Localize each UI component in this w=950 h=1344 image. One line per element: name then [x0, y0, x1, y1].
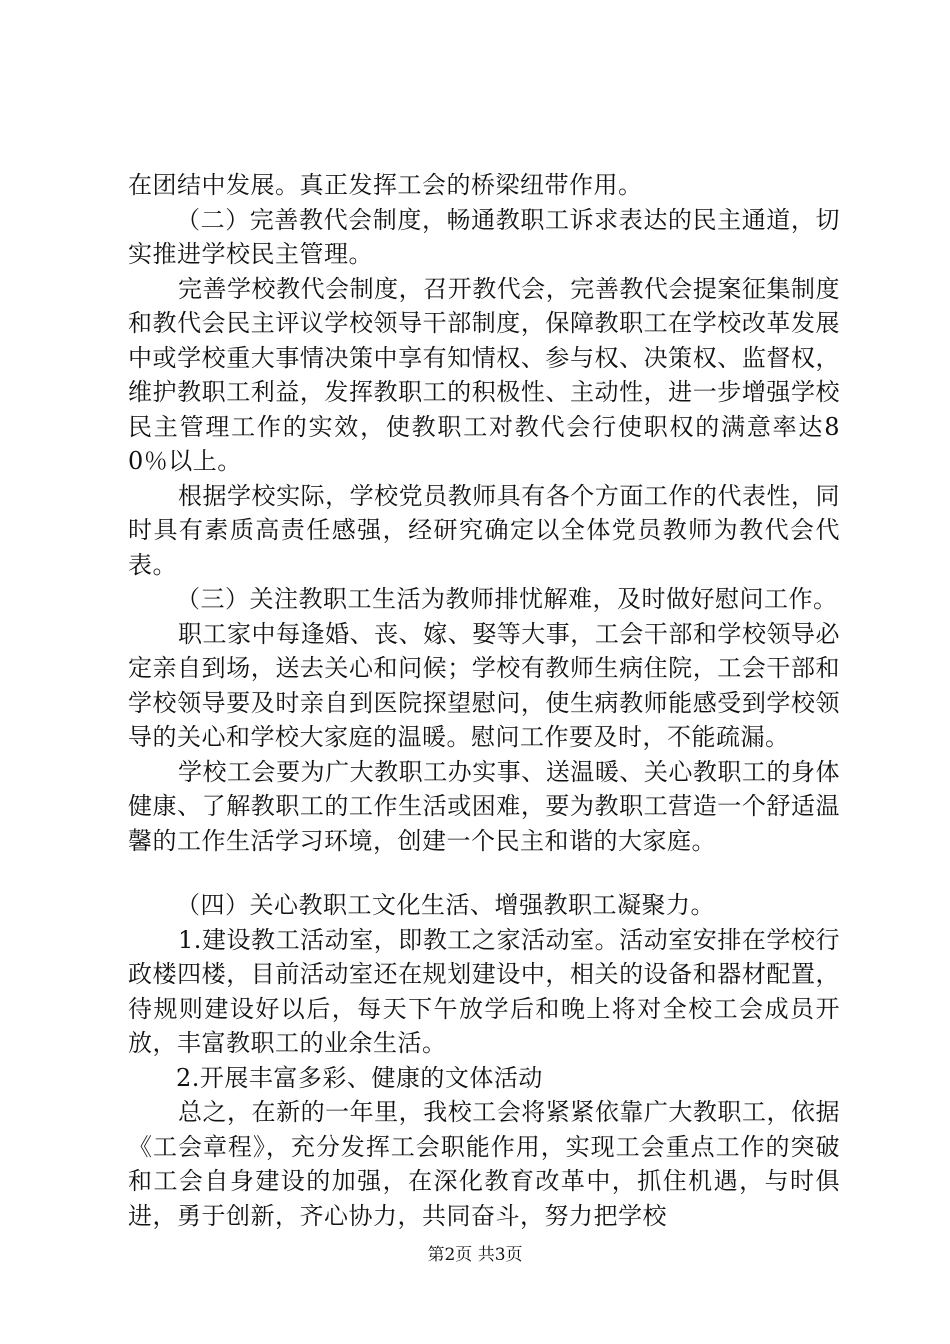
- paragraph: 完善学校教代会制度，召开教代会，完善教代会提案征集制度和教代会民主评议学校领导干部制度，保障教职工在学校改革发展中或学校重大事情决策中享有知情权、参与权、决策权、监督权，维护教职工利益，发挥教职工的积极性、主动性，进一步增强学校民主管理工作的实效，使教职工对教代会行使职权的满意率达80％以上。: [128, 274, 840, 475]
- paragraph: 学校工会要为广大教职工办实事、送温暖、关心教职工的身体健康、了解教职工的工作生活或困难，要为教职工营造一个舒适温馨的工作生活学习环境，创建一个民主和谐的大家庭。: [128, 757, 840, 855]
- list-item: 2.开展丰富多彩、健康的文体活动: [176, 1063, 543, 1092]
- document-body: [128, 168, 840, 1233]
- page-number-footer: 第2页 共3页: [427, 1245, 523, 1265]
- paragraph-continuation: 在团结中发展。真正发挥工会的桥梁纽带作用。: [128, 171, 643, 199]
- section-heading-4: （四）关心教职工文化生活、增强教职工凝聚力。: [176, 891, 715, 919]
- paragraph: 总之，在新的一年里，我校工会将紧紧依靠广大教职工，依据《工会章程》，充分发挥工会职能作用，实现工会重点工作的突破和工会自身建设的加强，在深化教育改革中，抓住机遇，与时俱进，勇于创新，齐心协力，共同奋斗，努力把学校: [128, 1098, 840, 1230]
- section-heading-2: （二）完善教代会制度，畅通教职工诉求表达的民主通道，切实推进学校民主管理。: [128, 205, 840, 268]
- list-item: 1.建设教工活动室，即教工之家活动室。活动室安排在学校行政楼四楼，目前活动室还在规划建设中，相关的设备和器材配置，待规则建设好以后，每天下午放学后和晚上将对全校工会成员开放，丰富教职工的业余生活。: [128, 925, 840, 1057]
- paragraph: 职工家中每逢婚、丧、嫁、娶等大事，工会干部和学校领导必定亲自到场，送去关心和问候；学校有教师生病住院，工会干部和学校领导要及时亲自到医院探望慰问，使生病教师能感受到学校领导的关心和学校大家庭的温暖。慰问工作要及时，不能疏漏。: [128, 619, 840, 751]
- paragraph: 根据学校实际，学校党员教师具有各个方面工作的代表性，同时具有素质高责任感强，经研究确定以全体党员教师为教代会代表。: [128, 481, 840, 579]
- section-heading-3: （三）关注教职工生活为教师排忧解难，及时做好慰问工作。: [176, 585, 838, 613]
